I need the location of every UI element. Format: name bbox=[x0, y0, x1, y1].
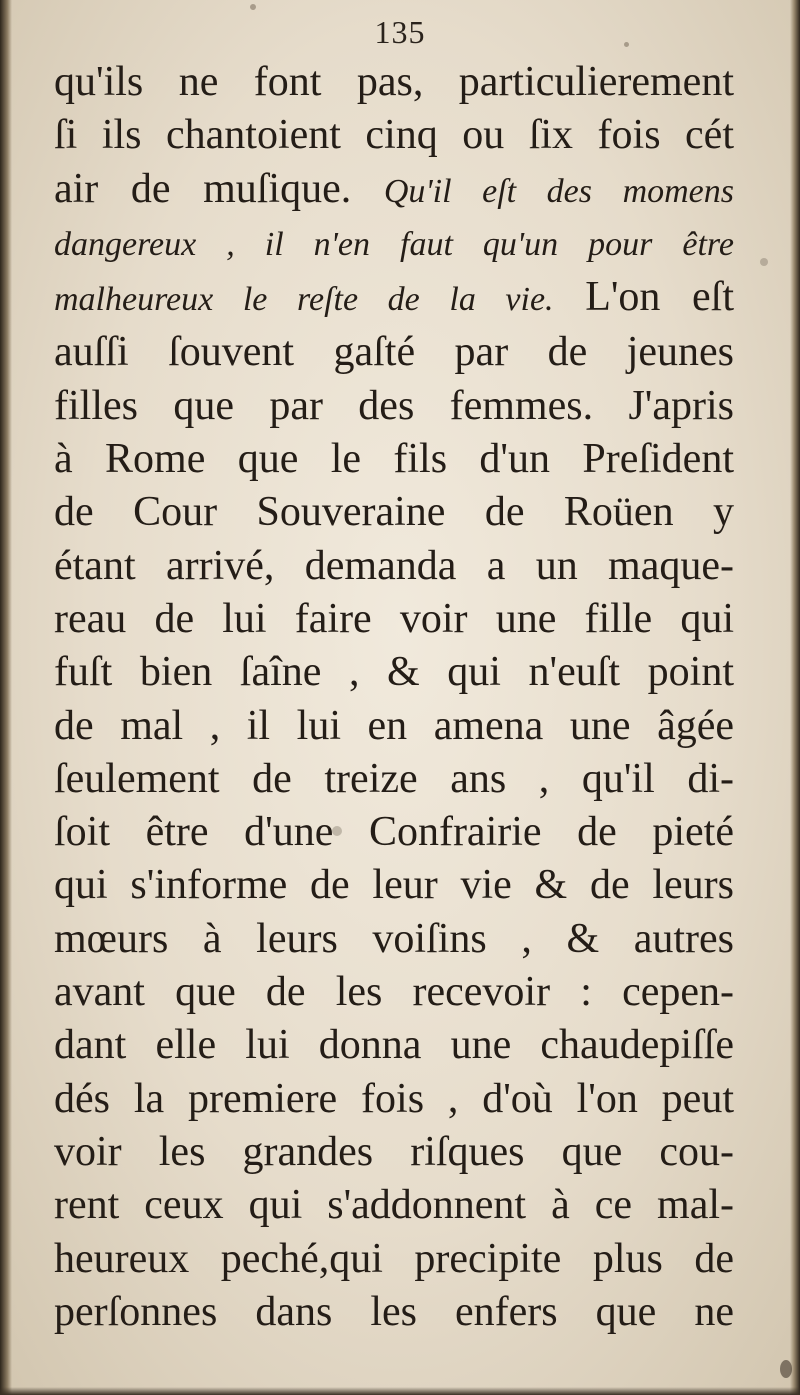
ink-spot bbox=[760, 258, 768, 266]
text-line: filles que par des femmes. J'apris bbox=[54, 382, 734, 429]
page-right-shadow bbox=[790, 0, 800, 1395]
text-line: dangereux , il n'en faut qu'un pour être bbox=[54, 225, 734, 263]
text-line: étant arrivé, demanda a un maque- bbox=[54, 542, 734, 589]
text-line: de mal , il lui en amena une âgée bbox=[54, 702, 734, 749]
text-line: perſonnes dans les enfers que ne bbox=[54, 1288, 734, 1335]
body-text bbox=[54, 56, 734, 1339]
text-line: qui s'informe de leur vie & de leurs bbox=[54, 862, 734, 909]
text-line: auſſi ſouvent gaſté par de jeunes bbox=[54, 329, 734, 376]
text-line: rent ceux qui s'addonnent à ce mal- bbox=[54, 1182, 734, 1229]
page-number: 135 bbox=[374, 14, 426, 50]
ink-spot bbox=[780, 1360, 792, 1378]
text-line: mœurs à leurs voiſins , & autres bbox=[54, 915, 734, 962]
text-line: fuſt bien ſaîne , & qui n'euſt point bbox=[54, 649, 734, 696]
page-bottom-shadow bbox=[0, 1387, 800, 1395]
text-line: malheureux le reſte de la vie. L'on eſt bbox=[54, 274, 735, 321]
text-line: dant elle lui donna une chaudepiſſe bbox=[54, 1022, 734, 1069]
text-line: ſoit être d'une Confrairie de pieté bbox=[54, 809, 734, 856]
text-line: reau de lui faire voir une fille qui bbox=[54, 595, 734, 642]
text-line: air de muſique. Qu'il eſt des momens bbox=[54, 165, 735, 212]
text-line: à Rome que le fils d'un Preſident bbox=[54, 436, 734, 483]
text-line: ſeulement de treize ans , qu'il di- bbox=[54, 755, 734, 802]
text-line: heureux peché,qui precipite plus de bbox=[54, 1235, 734, 1282]
text-line: voir les grandes riſques que cou- bbox=[54, 1128, 734, 1175]
ink-spot bbox=[250, 4, 256, 10]
page-left-shadow bbox=[0, 0, 12, 1395]
text-line: de Cour Souveraine de Roüen y bbox=[54, 489, 734, 536]
text-line: qu'ils ne font pas, particulierement bbox=[54, 59, 734, 105]
text-line: ſi ils chantoient cinq ou ſix fois cét bbox=[54, 112, 734, 159]
text-line: dés la premiere fois , d'où l'on peut bbox=[54, 1075, 734, 1122]
text-line: avant que de les recevoir : cepen- bbox=[54, 969, 734, 1016]
